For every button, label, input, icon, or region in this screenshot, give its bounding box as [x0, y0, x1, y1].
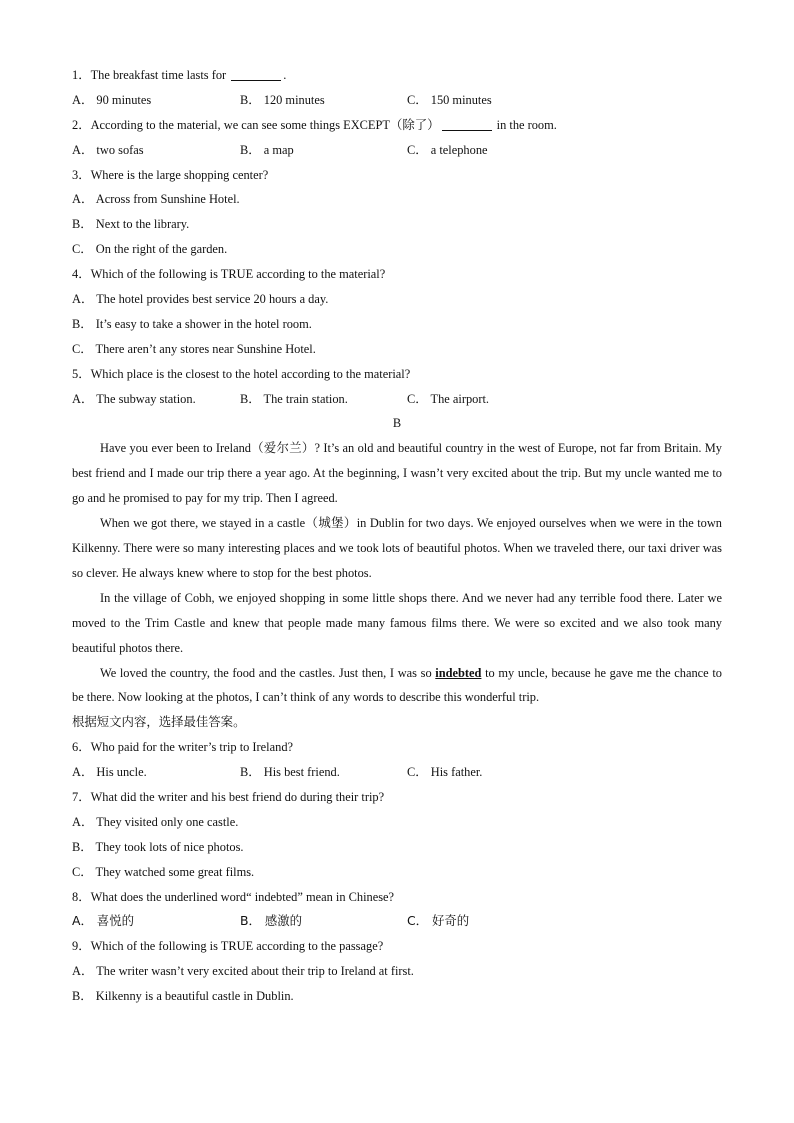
option-b: B． The train station.: [240, 391, 348, 406]
question-5: [72, 362, 722, 387]
question-number: 4．: [72, 267, 91, 282]
reading-passage: [72, 436, 722, 710]
option-b: B． a map: [240, 142, 294, 157]
instruction-text: 根据短文内容，选择最佳答案。: [72, 714, 246, 730]
question-number: 5．: [72, 366, 91, 381]
question-number: 2．: [72, 117, 91, 132]
option-a: A． The hotel provides best service 20 hours a day.: [72, 292, 329, 307]
passage-paragraph-3: [72, 586, 722, 661]
option-c: C． There aren’t any stores near Sunshine Hotel.: [72, 341, 316, 356]
options-q1: [72, 88, 722, 113]
paragraph-text: Have you ever been to Ireland（爱尔兰）? It’s an old and beautiful country in the west of Europe, not far from Britain. My best friend and I made our trip there a year ago. At the beginning, I wasn’t very excited about the trip. But my uncle wanted me to go and he promised to pay for my trip. Then I agreed.: [72, 441, 722, 506]
answer-blank: [442, 116, 492, 131]
question-text: What did the writer and his best friend do during their trip?: [90, 790, 385, 804]
question-8: [72, 885, 722, 910]
question-9: [72, 934, 722, 959]
option-c: C． 好奇的: [407, 913, 470, 929]
question-text: According to the material, we can see some things EXCEPT（除了）: [90, 117, 440, 132]
question-text: Who paid for the writer’s trip to Ireland?: [90, 740, 294, 755]
option-a: A． 喜悦的: [72, 913, 134, 929]
option-a: A． The writer wasn’t very excited about their trip to Ireland at first.: [72, 964, 414, 979]
question-text: What does the underlined word“ indebted” mean in Chinese?: [90, 889, 395, 904]
question-text: The breakfast time lasts for: [90, 68, 227, 82]
option-a: A． His uncle.: [72, 765, 147, 780]
question-number: 3．: [72, 167, 91, 182]
option-a: A． two sofas: [72, 142, 144, 157]
option-c: C． The airport.: [407, 391, 490, 406]
option-b: B． 120 minutes: [240, 92, 325, 107]
options-q5: [72, 387, 722, 412]
paragraph-text: When we got there, we stayed in a castle（城堡）in Dublin for two days. We enjoyed ourselves when we were in the town Kilkenny. There were so many interesting places and we took lots of beautiful photos. When we traveled there, our taxi driver was so clever. He always knew where to stop for the best photos.: [72, 516, 722, 580]
options-q2: [72, 138, 722, 163]
options-q6: [72, 760, 722, 785]
options-q8: [72, 909, 722, 934]
option-a: A． They visited only one castle.: [72, 814, 239, 829]
option-a: A． Across from Sunshine Hotel.: [72, 192, 240, 207]
passage-paragraph-1: [72, 436, 722, 511]
question-number: 1．: [72, 68, 91, 82]
question-text-end: .: [283, 68, 287, 82]
option-a: A． 90 minutes: [72, 92, 152, 107]
section-heading: B: [392, 416, 402, 431]
option-c: C． They watched some great films.: [72, 864, 255, 879]
question-number: 6．: [72, 740, 91, 755]
option-c: C． His father.: [407, 765, 483, 780]
option-c: C． On the right of the garden.: [72, 242, 228, 257]
paragraph-text: We loved the country, the food and the castles. Just then, I was so: [100, 665, 436, 680]
question-4: [72, 262, 722, 287]
option-a: A． The subway station.: [72, 391, 196, 406]
question-6: [72, 735, 722, 760]
paragraph-text: to my uncle, because he gave me the chance to be there. Now looking at the photos, I can’t think of any words to describe this wonderful trip.: [72, 665, 722, 705]
option-b: B． Next to the library.: [72, 217, 190, 232]
underlined-word: indebted: [435, 665, 482, 680]
answer-blank: [231, 66, 281, 81]
option-b: B． They took lots of nice photos.: [72, 839, 244, 854]
question-text: Where is the large shopping center?: [90, 167, 269, 182]
question-7: [72, 785, 722, 810]
option-b: B． Kilkenny is a beautiful castle in Dublin.: [72, 989, 294, 1004]
question-2: [72, 113, 722, 138]
option-c: C． a telephone: [407, 142, 488, 157]
question-text: Which of the following is TRUE according to the passage?: [90, 939, 384, 954]
question-number: 9．: [72, 939, 91, 954]
passage-paragraph-4: [72, 661, 722, 711]
option-c: C． 150 minutes: [407, 92, 492, 107]
paragraph-text: In the village of Cobh, we enjoyed shopping in some little shops there. And we never had any terrible food there. Later we moved to the Trim Castle and knew that people made many famous films there. We were so excited and we also took many beautiful photos there.: [72, 590, 722, 655]
question-1: [72, 63, 722, 88]
question-number: 7．: [72, 790, 91, 804]
option-b: B． It’s easy to take a shower in the hotel room.: [72, 316, 312, 331]
question-3: [72, 163, 722, 188]
passage-paragraph-2: [72, 511, 722, 586]
question-text-end: in the room.: [496, 117, 557, 132]
question-text: Which place is the closest to the hotel according to the material?: [90, 366, 411, 381]
question-number: 8．: [72, 889, 91, 904]
question-text: Which of the following is TRUE according to the material?: [90, 267, 386, 282]
option-b: B． 感激的: [240, 913, 303, 929]
option-b: B． His best friend.: [240, 765, 340, 780]
